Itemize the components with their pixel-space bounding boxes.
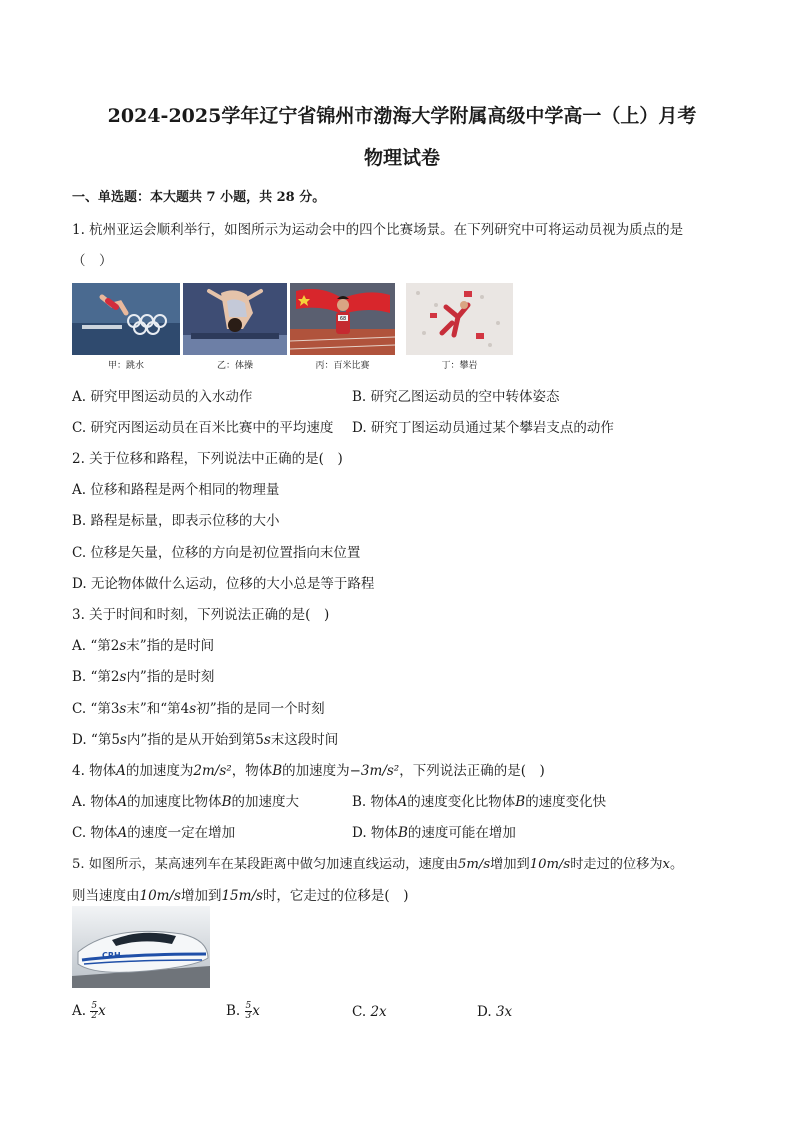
q3-c-var1: s xyxy=(119,701,127,717)
caption-climbing: 丁：攀岩 xyxy=(441,361,478,371)
q5-c-label: C. xyxy=(352,1004,371,1020)
q4-b-text1: B. 物体 xyxy=(352,794,398,810)
q4-a-text1: A. 物体 xyxy=(72,794,118,810)
q5-l1-speed2: 10m/s xyxy=(529,857,571,872)
q5-l1-text3: 时走过的位移为 xyxy=(570,857,663,872)
q2-option-a[interactable]: A. 位移和路程是两个相同的物理量 xyxy=(72,482,280,498)
q3-d-var2: s xyxy=(263,732,271,748)
section-heading: 一、单选题：本大题共 7 小题，共 28 分。 xyxy=(72,190,326,205)
q5-l2-text3: 时，它走过的位移是( ) xyxy=(262,888,409,904)
q4-stem-text5: ，下列说法正确的是( ) xyxy=(399,763,545,779)
q3-c-text3: 初”指的是同一个时刻 xyxy=(196,701,325,717)
q4-c-text1: C. 物体 xyxy=(72,825,118,841)
exam-title-line1: 2024-2025学年辽宁省锦州市渤海大学附属高级中学高一（上）月考 xyxy=(107,105,697,127)
diving-photo xyxy=(72,283,180,355)
q4-accel-a: 2m/s² xyxy=(193,763,232,779)
q3-a-text: A. “第2 xyxy=(72,638,120,654)
q5-a-label: A. xyxy=(72,1003,91,1019)
q4-accel-b: −3m/s² xyxy=(349,763,400,779)
q2-option-b[interactable]: B. 路程是标量，即表示位移的大小 xyxy=(72,513,280,529)
climbing-photo xyxy=(406,283,513,355)
q4-option-c[interactable] xyxy=(72,821,235,841)
q5-a-fraction xyxy=(90,1002,98,1021)
q5-l1-text4: 。 xyxy=(669,857,684,872)
q5-l2-text1: 则当速度由 xyxy=(72,888,140,904)
q4-stem-text3: ，物体 xyxy=(231,763,273,779)
q4-b-var-a: A xyxy=(397,794,408,810)
q3-option-a[interactable] xyxy=(72,634,214,654)
q4-c-text2: 的速度一定在增加 xyxy=(127,825,236,841)
q3-c-text2: 末”和“第4 xyxy=(126,701,190,717)
q4-a-var-b: B xyxy=(221,794,232,810)
q4-b-text3: 的速度变化快 xyxy=(525,794,607,810)
q5-a-var: x xyxy=(98,1003,106,1019)
q5-option-d[interactable] xyxy=(477,1004,512,1020)
q4-var-b: B xyxy=(272,763,283,779)
q3-option-b[interactable] xyxy=(72,665,214,685)
q5-b-label: B. xyxy=(226,1003,245,1019)
q3-option-d[interactable] xyxy=(72,728,338,748)
q4-d-text2: 的速度可能在增加 xyxy=(407,825,516,841)
q5-b-var: x xyxy=(252,1003,260,1019)
q4-a-text2: 的加速度比物体 xyxy=(127,794,222,810)
q3-c-var2: s xyxy=(189,701,197,717)
q5-l2-speed1: 10m/s xyxy=(139,888,181,904)
caption-sprint: 丙：百米比赛 xyxy=(315,361,370,371)
q5-a-numerator: 5 xyxy=(91,1001,98,1011)
q4-option-a[interactable] xyxy=(72,790,299,810)
q5-d-label: D. xyxy=(477,1004,496,1020)
q1-option-c[interactable]: C. 研究丙图运动员在百米比赛中的平均速度 xyxy=(72,420,334,436)
bib-number: 68 xyxy=(339,316,347,322)
q5-l1-text1: 5. 如图所示，某高速列车在某段距离中做匀加速直线运动，速度由 xyxy=(72,857,459,872)
q5-option-a[interactable] xyxy=(72,1002,106,1021)
q5-c-value: 2x xyxy=(370,1004,387,1020)
q2-stem: 2. 关于位移和路程，下列说法中正确的是( ) xyxy=(72,451,343,467)
q4-option-d[interactable] xyxy=(352,821,516,841)
q4-stem-text1: 4. 物体 xyxy=(72,763,117,779)
q5-b-numerator: 5 xyxy=(245,1001,252,1011)
q1-option-a[interactable]: A. 研究甲图运动员的入水动作 xyxy=(72,389,253,405)
q5-l2-text2: 增加到 xyxy=(180,888,222,904)
q5-l1-var-x: x xyxy=(662,857,670,872)
q2-option-c[interactable]: C. 位移是矢量，位移的方向是初位置指向末位置 xyxy=(72,545,361,561)
sprint-photo xyxy=(290,283,395,355)
q4-b-var-b: B xyxy=(515,794,526,810)
exam-title-line2: 物理试卷 xyxy=(363,147,440,169)
q3-a-text-end: 末”指的是时间 xyxy=(126,638,215,654)
q5-l1-text2: 增加到 xyxy=(490,857,530,872)
q3-d-text: D. “第5 xyxy=(72,732,120,748)
q4-a-var-a: A xyxy=(117,794,128,810)
q4-d-var-b: B xyxy=(397,825,408,841)
q5-stem-line1 xyxy=(72,853,683,872)
q4-option-b[interactable] xyxy=(352,790,606,810)
gymnastics-photo xyxy=(183,283,287,355)
q4-b-text2: 的速度变化比物体 xyxy=(407,794,516,810)
q3-option-c[interactable] xyxy=(72,697,325,717)
q1-option-d[interactable]: D. 研究丁图运动员通过某个攀岩支点的动作 xyxy=(352,420,614,436)
q4-c-var-a: A xyxy=(117,825,128,841)
q5-d-value: 3x xyxy=(495,1004,513,1020)
high-speed-train-photo xyxy=(72,906,210,988)
q3-c-text: C. “第3 xyxy=(72,701,120,717)
q3-d-text2: 内”指的是从开始到第5 xyxy=(126,732,264,748)
q3-b-text: B. “第2 xyxy=(72,669,120,685)
q3-d-var1: s xyxy=(119,732,127,748)
q1-stem: 1. 杭州亚运会顺利举行，如图所示为运动会中的四个比赛场景。在下列研究中可将运动员视为质点的是 xyxy=(72,222,684,238)
q5-b-denominator: 3 xyxy=(245,1011,252,1021)
caption-diving: 甲：跳水 xyxy=(107,361,144,371)
q3-a-var: s xyxy=(119,638,127,654)
caption-gymnastics: 乙：体操 xyxy=(216,361,253,371)
q1-option-b[interactable]: B. 研究乙图运动员的空中转体姿态 xyxy=(352,389,560,405)
q5-a-denominator: 2 xyxy=(91,1011,98,1021)
q5-l2-speed2: 15m/s xyxy=(221,888,263,904)
q4-stem-text4: 的加速度为 xyxy=(282,763,350,779)
q4-d-text1: D. 物体 xyxy=(352,825,398,841)
q3-b-text-end: 内”指的是时刻 xyxy=(126,669,215,685)
q3-b-var: s xyxy=(119,669,127,685)
q5-option-b[interactable] xyxy=(226,1002,260,1021)
q5-l1-speed1: 5m/s xyxy=(458,857,491,872)
q4-a-text3: 的加速度大 xyxy=(231,794,300,810)
q3-stem: 3. 关于时间和时刻，下列说法正确的是( ) xyxy=(72,607,330,623)
q5-stem-line2 xyxy=(72,884,408,904)
train-logo: CRH xyxy=(102,951,121,960)
q3-d-text3: 末这段时间 xyxy=(270,732,339,748)
q1-stem-paren: （ ） xyxy=(72,253,113,269)
q4-stem-text2: 的加速度为 xyxy=(125,763,194,779)
q4-stem xyxy=(72,759,545,779)
q5-option-c[interactable] xyxy=(352,1004,387,1020)
q2-option-d[interactable]: D. 无论物体做什么运动，位移的大小总是等于路程 xyxy=(72,576,375,592)
q4-var-a: A xyxy=(116,763,126,779)
